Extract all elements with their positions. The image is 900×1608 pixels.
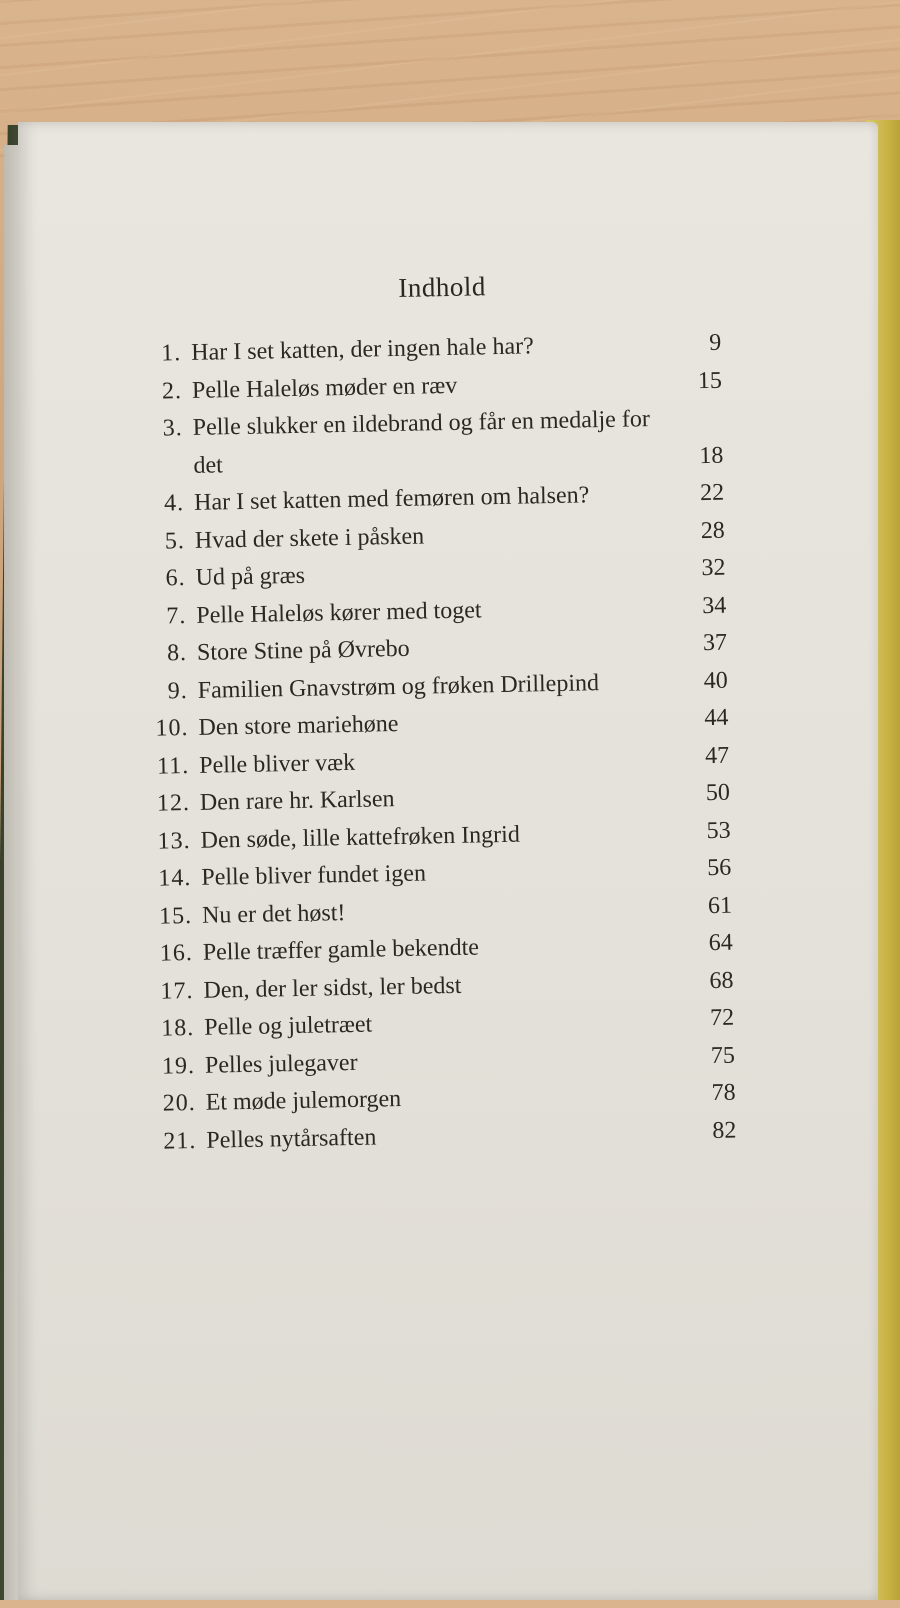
- toc-entry-page-number: 28: [700, 517, 726, 544]
- toc-entry-number: 14.: [158, 865, 192, 892]
- toc-entry-number: 3.: [162, 415, 183, 442]
- toc-entry-page-number: 75: [710, 1042, 736, 1069]
- toc-entry-page-number: 72: [709, 1004, 735, 1032]
- toc-entry-title: Pelle bliver fundet igen: [201, 860, 427, 891]
- toc-entry-number: 17.: [160, 977, 194, 1005]
- toc-entry-number: 9.: [167, 677, 189, 704]
- toc-entry-number: 5.: [164, 527, 186, 554]
- toc-entry-number: 18.: [161, 1014, 195, 1042]
- toc-entry-page-number: 61: [707, 892, 733, 919]
- toc-entry-page-number: 53: [706, 817, 731, 844]
- toc-entry-number: 6.: [165, 565, 186, 592]
- toc-entry-title: Pelle bliver væk: [198, 749, 356, 779]
- toc-entry-page-number: 15: [697, 367, 723, 394]
- toc-entry-title: Den, der ler sidst, ler bedst: [203, 972, 462, 1004]
- toc-entry-number: 21.: [163, 1127, 197, 1155]
- toc-entry-title: Pelles nytårsaften: [206, 1123, 377, 1154]
- toc-entry-number: 19.: [161, 1052, 196, 1080]
- toc-entry-title: Har I set katten med femøren om halsen?: [193, 482, 590, 516]
- toc-entry-page-number: 68: [709, 967, 734, 994]
- toc-entry-page-number: 78: [711, 1079, 736, 1107]
- toc-entry-title: Den søde, lille kattefrøken Ingrid: [200, 821, 521, 854]
- toc-entry-number: 12.: [156, 790, 191, 817]
- toc-entry-title: Den store mariehøne: [198, 710, 399, 741]
- toc-entry-number: 2.: [161, 377, 183, 404]
- toc-entry-number: 15.: [158, 902, 193, 930]
- toc-entry-page-number: 32: [701, 554, 726, 582]
- toc-entry-number: 20.: [162, 1089, 196, 1117]
- toc-entry-title: Pelles julegaver: [204, 1049, 358, 1079]
- toc-entry-title: Pelle træffer gamle bekendte: [202, 934, 480, 966]
- page-title: Indhold: [398, 271, 487, 303]
- toc-entry-number: 10.: [155, 715, 189, 742]
- toc-entry: [112, 400, 723, 487]
- toc-entry-title: Ud på græs: [195, 562, 306, 591]
- toc-entry-page-number: 82: [712, 1117, 737, 1144]
- toc-entry-page-number: 50: [705, 779, 731, 807]
- toc-entry-title: Familien Gnavstrøm og frøken Drillepind: [197, 669, 600, 704]
- toc-entry-page-number: 56: [707, 854, 732, 882]
- toc-entry-title: Pelle Haleløs møder en ræv: [191, 372, 458, 404]
- toc-entry-title: Har I set katten, der ingen hale har?: [191, 333, 534, 366]
- toc-entry-number: 16.: [159, 939, 194, 967]
- toc-entry-page-number: 37: [702, 629, 728, 657]
- toc-entry-title: Pelle Haleløs kører med toget: [196, 596, 482, 629]
- toc-entry-page-number: 44: [704, 704, 729, 732]
- toc-entry-number: 8.: [166, 640, 188, 667]
- toc-entry-title: Pelle slukker en ildebrand og får en medalje for det: [192, 406, 651, 479]
- toc-entry-title: Nu er det høst!: [201, 899, 346, 929]
- toc-entry-page-number: 47: [704, 742, 730, 769]
- toc-entry-page-number: 64: [708, 929, 733, 957]
- toc-entry-title: Den rare hr. Karlsen: [199, 786, 395, 816]
- toc-entry-title: Et møde julemorgen: [205, 1086, 402, 1116]
- toc-entry-number: 7.: [166, 602, 187, 629]
- toc-entry-page-number: 34: [701, 592, 727, 619]
- toc-entry-page-number: 22: [699, 479, 725, 507]
- table-of-contents: [111, 325, 737, 1162]
- toc-entry-number: 4.: [163, 490, 185, 517]
- toc-entry-title: Store Stine på Øvrebo: [196, 635, 410, 666]
- toc-entry-title: Hvad der skete i påsken: [194, 522, 425, 554]
- toc-entry-title: Pelle og juletræet: [203, 1011, 373, 1041]
- toc-entry-page-number: 40: [703, 667, 728, 694]
- toc-entry-page-number: 9: [708, 329, 722, 356]
- toc-entry-number: 11.: [156, 752, 190, 780]
- toc-entry-number: 13.: [157, 827, 191, 855]
- toc-entry-number: 1.: [161, 340, 182, 367]
- toc-entry-page-number: 18: [699, 442, 724, 469]
